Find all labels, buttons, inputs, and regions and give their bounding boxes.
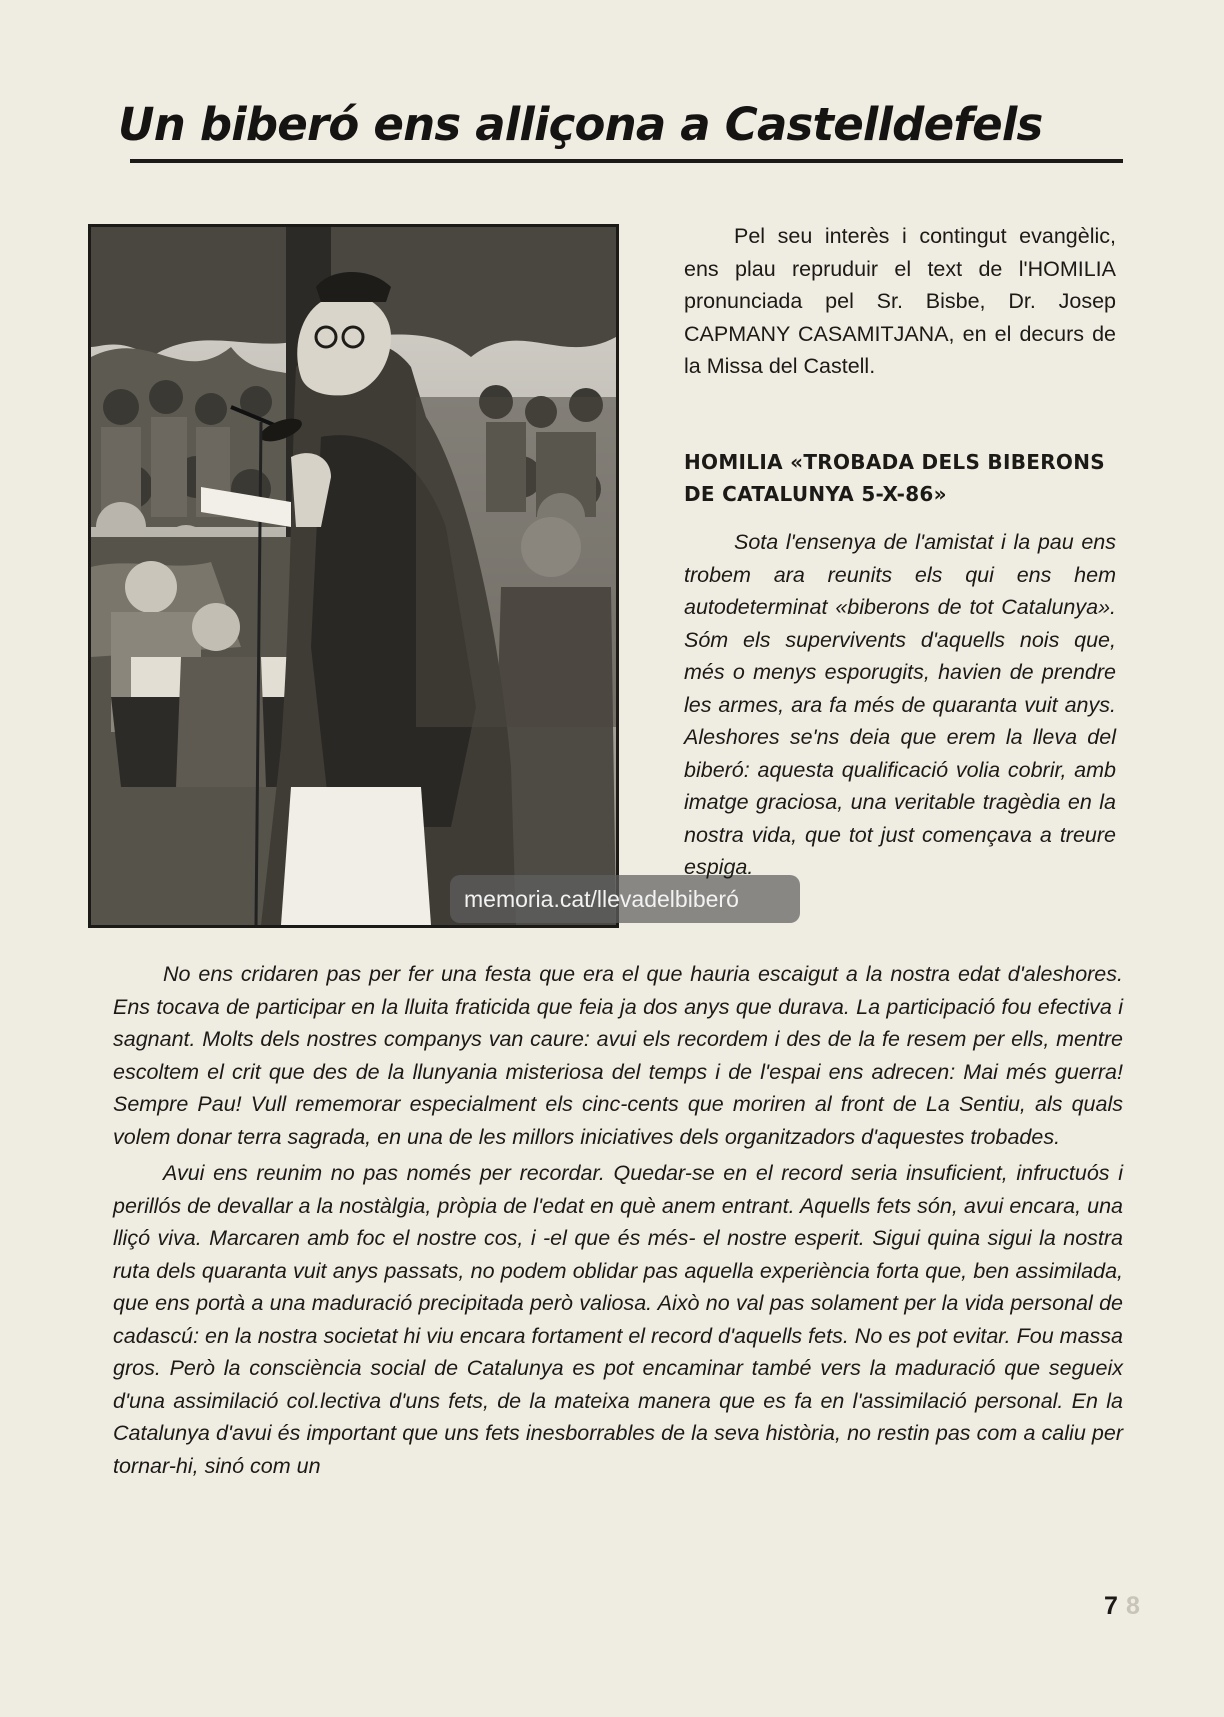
body-paragraph-3: Avui ens reunim no pas només per recordar. Quedar-se en el record seria insuficient, infructuós i perillós de devallar a la nostàlgia, pròpia de l'edat en què anem entrant. Aquells fets són, avui encara, una lliçó viva. Marcaren amb foc el nostre cos, i -el que és més- el nostre esperit. Sigui quina sigui la nostra ruta dels quaranta vuit anys passats, no podem oblidar pas aquella experiència forta que, ben assimilada, que ens portà a una maduració precipitada però valiosa. Això no val pas solament per la vida personal de cadascú: en la nostra societat hi viu encara fortament el record d'aquells fets. No es pot evitar. Fou massa gros. Però la consciència social de Catalunya es pot encaminar també vers la maduració que segueix d'una assimilació col.lectiva d'uns fets, de la mateixa manera que es fa en l'assimilació personal. En la Catalunya d'avui és important que uns fets inesborrables de la seva història, no restin pas com a caliu per tornar-hi, sinó com un — [113, 1161, 1123, 1478]
body-column — [113, 958, 1123, 1486]
intro-paragraph: Pel seu interès i contingut evangèlic, ens plau repruduir el text de l'HOMILIA pronunciada pel Sr. Bisbe, Dr. Josep CAPMANY CASAMITJANA, en el decurs de la Missa del Castell. — [684, 224, 1116, 378]
bleed-through-page-number: 8 — [1126, 1592, 1140, 1620]
watermark-badge: memoria.cat/llevadelbiberó — [450, 875, 800, 923]
title-underline — [130, 159, 1123, 163]
page-number: 7 — [1104, 1592, 1118, 1620]
article-title: Un biberó ens alliçona a Castelldefels — [118, 98, 1043, 151]
photo-illustration — [91, 227, 616, 925]
body-paragraph-1: Sota l'ensenya de l'amistat i la pau ens trobem ara reunits els qui ens hem autodeterminat «biberons de tot Catalunya». Sóm els supervivents d'aquells nois que, més o menys esporugits, havien de prendre les armes, ara fa més de quaranta vuit anys. Aleshores se'ns deia que erem la lleva del biberó: aquesta qualificació volia cobrir, amb imatge graciosa, una veritable tragèdia en la nostra vida, que tot just començava a treure espiga. — [684, 530, 1116, 879]
body-paragraph-2: No ens cridaren pas per fer una festa que era el que hauria escaigut a la nostra edat d'aleshores. Ens tocava de participar en la lluita fraticida que feia ja dos anys que durava. La participació fou efectiva i sagnant. Molts dels nostres companys van caure: avui els recordem i des de la fe resem per ells, mentre escoltem el crit que des de la llunyania misteriosa del temps i de l'espai ens adrecen: Mai més guerra! Sempre Pau! Vull rememorar especialment els cinc-cents que moriren al front de La Sentiu, als quals volem donar terra sagrada, en una de les millors iniciatives dels organitzadors d'aquestes trobades. — [113, 962, 1123, 1149]
bishop-photo — [88, 224, 619, 928]
homilia-heading: HOMILIA «TROBADA DELS BIBERONS DE CATALUNYA 5-X-86» — [684, 450, 1105, 506]
